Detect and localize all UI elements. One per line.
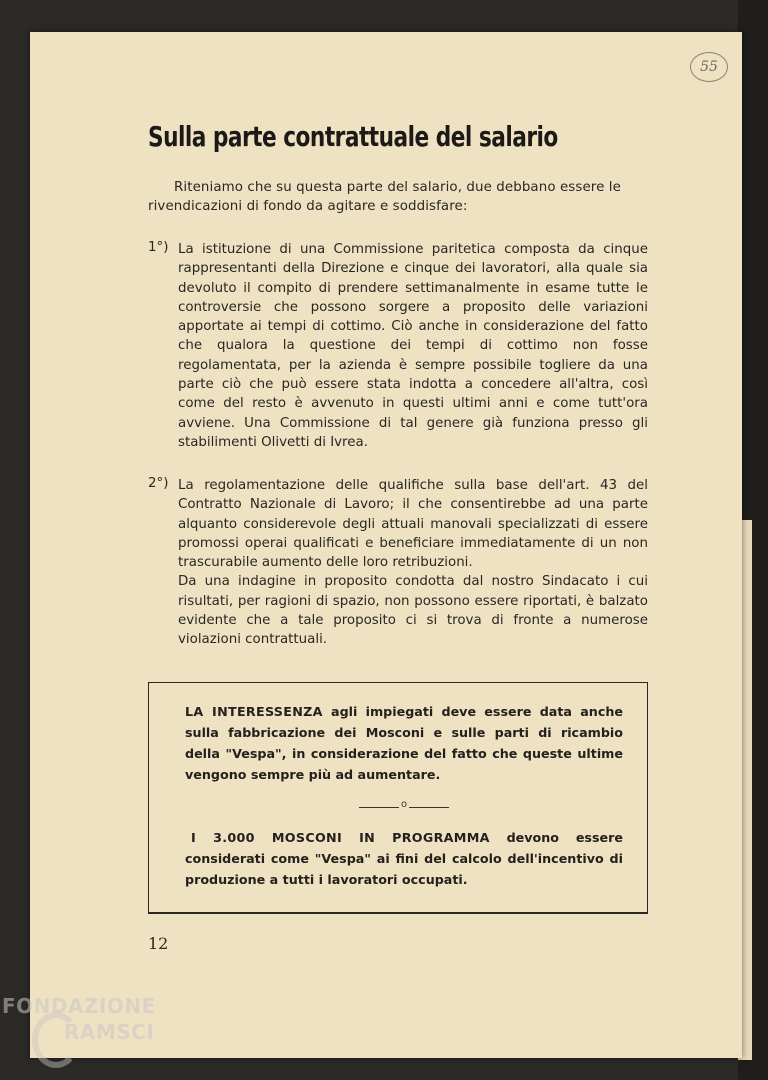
point-1 [148, 240, 648, 452]
page-number: 12 [148, 934, 169, 953]
divider-mark: o [400, 799, 408, 810]
notice-lead-2: I 3.000 MOSCONI IN PROGRAMMA [191, 830, 490, 845]
notice-text-1: agli impiegati deve essere data anche sulla fabbricazione dei Mosconi e sulle parti di ricambio della "Vespa", in considerazione del fatto che queste ultime vengono sempre più ad aumentare. [185, 704, 623, 782]
notice-paragraph-2 [185, 827, 623, 890]
notice-lead-1: LA INTERESSENZA [185, 704, 323, 719]
point-text: La istituzione di una Commissione paritetica composta da cinque rappresentanti della Direzione e cinque dei lavoratori, alla quale sia devoluto il compito di prendere settimanalmente in esame tutte le controversie che possono sorgere a proposito delle variazioni apportate ai tempi di cottimo. Ciò anche in considerazione del fatto che qualora la questione dei tempi di cottimo non fosse regolamentata, per la azienda è sempre possibile togliere da una parte ciò che può essere stata indotta a concedere all'altra, così come del resto è avvenuto in questi ultimi anni e come tutt'ora avviene. Una Commissione di tal genere già funziona presso gli stabilimenti Olivetti di Ivrea. [178, 242, 648, 450]
page-title: Sulla parte contrattuale del salario [148, 120, 558, 153]
archive-watermark [2, 994, 202, 1074]
boxed-notice [148, 682, 648, 914]
folio-stamp: 55 [690, 52, 728, 82]
notice-paragraph-1 [185, 701, 623, 785]
point-continuation: Da una indagine in proposito condotta dal nostro Sindacato i cui risultati, per ragioni di spazio, non possono essere riportati, è balzato evidente che a tale proposito ci si trova di fronte a numerose violazioni contrattuali. [178, 574, 648, 648]
intro-paragraph: Riteniamo che su questa parte del salario, due debbano essere le rivendicazioni di fondo da agitare e soddisfare: [148, 180, 621, 215]
watermark-line-1: FONDAZIONE [2, 994, 156, 1018]
notice-text-2: devono essere considerati come "Vespa" ai fini del calcolo dell'incentivo di produzione a tutti i lavoratori occupati. [185, 830, 623, 887]
divider-ornament [359, 801, 449, 813]
document-page [30, 32, 742, 1058]
watermark-line-2: RAMSCI [64, 1020, 155, 1044]
point-text: La regolamentazione delle qualifiche sulla base dell'art. 43 del Contratto Nazionale di Lavoro; il che consentirebbe ad una parte alquanto considerevole degli attuali manovali specializzati di essere promossi operai qualificati e beneficiare immediatamente di un non trascurabile aumento delle loro retribuzioni. [178, 478, 648, 571]
point-number: 1°) [148, 240, 169, 255]
point-number: 2°) [148, 476, 169, 491]
point-2 [148, 476, 648, 650]
